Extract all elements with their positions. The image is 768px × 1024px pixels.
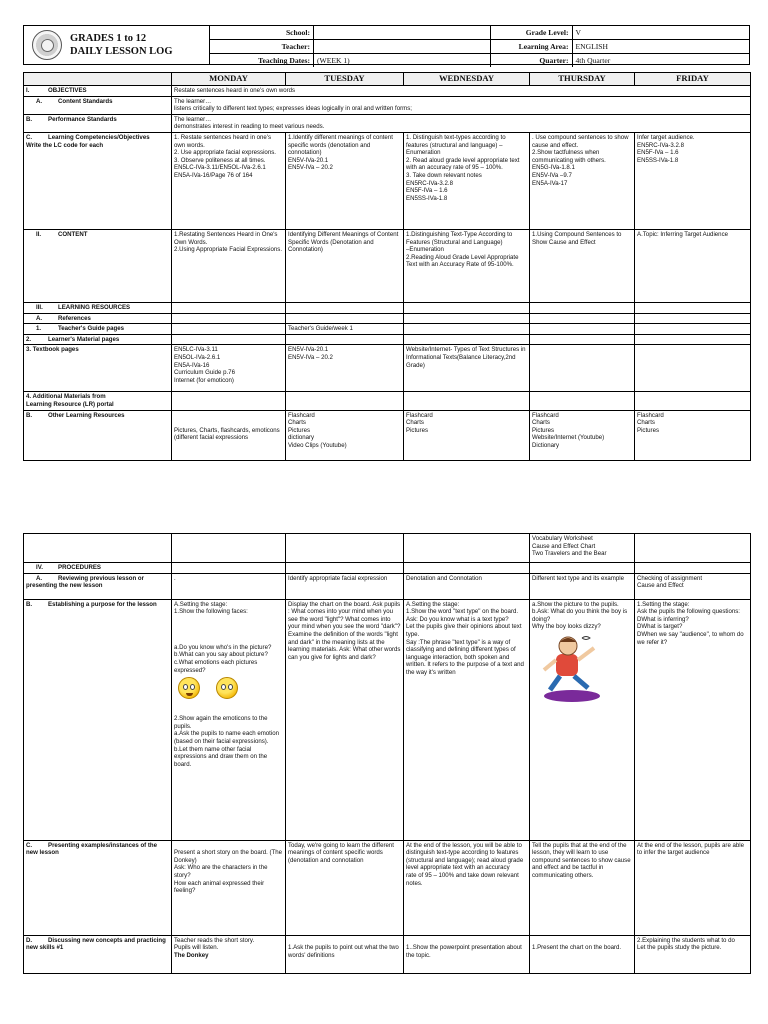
purpose-thursday-text: a.Show the picture to the pupils. b.Ask: What do you think the boy is doing? Why the boy looks dizzy? (532, 600, 628, 631)
row-label-additional-materials: 4. Additional Materials from Learning Resource (LR) portal (24, 392, 172, 410)
row-label-procedures: IV. PROCEDURES (24, 563, 172, 574)
competencies-monday: 1. Restate sentences heard in one's own words. 2. Use appropriate facial expressions. 3. Observe politeness at all times. EN5LC-IVa-3.11/EN5OL-IVa-2.6.1 EN5A-IVa-16/Page 76 of 164 (172, 132, 286, 229)
lesson-table-top (23, 72, 751, 461)
discussing-tuesday: 1.Ask the pupils to point out what the two words' definitions (286, 935, 404, 973)
content-tuesday: Identifying Different Meanings of Content Specific Words (Denotation and Connotation) (286, 229, 404, 302)
deped-seal-icon (32, 30, 62, 60)
content-monday: 1.Restating Sentences Heard in One's Own Words. 2.Using Appropriate Facial Expressions. (172, 229, 286, 302)
row-label-other-resources: B. Other Learning Resources (24, 410, 172, 460)
discussing-friday: 2.Explaining the students what to do Let the pupils study the picture. (635, 935, 751, 973)
presenting-thursday: Tell the pupils that at the end of the lesson, they will learn to use compound sentences to show cause and effect and be tactful in communicating others. (530, 840, 635, 935)
grade-level-label: Grade Level: (491, 26, 573, 40)
teaching-dates-label: Teaching Dates: (210, 54, 314, 67)
cont-thursday: Vocabulary Worksheet Cause and Effect Chart Two Travelers and the Bear (530, 534, 635, 563)
competencies-friday: Infer target audience. EN5RC-IVa-3.2.8 EN5F-IVa – 1.6 EN5SS-IVa-1.8 (635, 132, 751, 229)
textbook-monday: EN5LC-IVa-3.11 EN5OL-IVa-2.6.1 EN5A-IVa-16 Curriculum Guide p.76 Internet (for emoticon) (172, 345, 286, 392)
row-label-purpose: B. Establishing a purpose for the lesson (24, 599, 172, 840)
objectives-text: Restate sentences heard in one's own words (172, 86, 751, 97)
story-title: The Donkey (174, 951, 209, 959)
school-label: School: (210, 26, 314, 40)
day-monday: MONDAY (172, 73, 286, 86)
purpose-monday-steps: 2.Show again the emoticons to the pupils. a.Ask the pupils to name each emotion (based on their facial expressions). b.Let them name other facial expressions and draw them on the board. (174, 715, 280, 768)
brand-subtitle: DAILY LESSON LOG (70, 46, 173, 57)
lesson-table-procedures (23, 533, 751, 974)
performance-standards-text: The learner… demonstrates interest in reading to meet various needs. (172, 114, 751, 132)
review-tuesday: Identify appropriate facial expression (286, 573, 404, 599)
purpose-thursday (530, 599, 635, 840)
teacher-label: Teacher: (210, 40, 314, 54)
review-friday: Checking of assignment Cause and Effect (635, 573, 751, 599)
row-label-presenting: C. Presenting examples/instances of the new lesson (24, 840, 172, 935)
cont-tuesday (286, 534, 404, 563)
teacher-value[interactable] (314, 40, 491, 54)
review-thursday: Different text type and its example (530, 573, 635, 599)
quarter-value[interactable]: 4th Quarter (575, 56, 611, 65)
brand-area (24, 26, 210, 64)
dll-header (23, 25, 750, 65)
row-label-references: A. References (24, 313, 172, 324)
purpose-friday: 1.Setting the stage: Ask the pupils the following questions: DWhat is inferring? DWhat is target? DWhen we say "audience", to whom do we refer it? (635, 599, 751, 840)
teaching-dates-value[interactable]: (WEEK 1) (314, 54, 491, 67)
brand-title: GRADES 1 to 12 (70, 33, 147, 44)
purpose-tuesday: Display the chart on the board. Ask pupils : What comes into your mind when you see the word "light"? What comes into your mind when you see the word "dark"? Examine the definition of the words "light and dark" in the meaning lists at the learning materials. Ask: What other words can you give for lights and dark? (286, 599, 404, 840)
emoticons (178, 677, 283, 699)
competencies-tuesday: 1.Identify different meanings of content specific words (denotation and connotation) EN5V-IVa-20.1 EN5V-IVa – 20.2 (286, 132, 404, 229)
header-fields (210, 26, 749, 64)
row-label-discussing: D. Discussing new concepts and practicing new skills #1 (24, 935, 172, 973)
other-resources-thursday: Flashcard Charts Pictures Website/Internet (Youtube) Dictionary (530, 410, 635, 460)
review-wednesday: Denotation and Connotation (404, 573, 530, 599)
discussing-thursday: 1.Present the chart on the board. (530, 935, 635, 973)
content-thursday: 1.Using Compound Sentences to Show Cause and Effect (530, 229, 635, 302)
review-monday: . (172, 573, 286, 599)
cont-wednesday (404, 534, 530, 563)
quarter-label: Quarter: (491, 54, 573, 67)
discussing-wednesday: 1..Show the powerpoint presentation about the topic. (404, 935, 530, 973)
angry-face-icon (178, 677, 200, 699)
textbook-thursday (530, 345, 635, 392)
row-label-competencies: C. Learning Competencies/Objectives Write the LC code for each (24, 132, 172, 229)
learning-area-label: Learning Area: (491, 40, 573, 54)
textbook-friday (635, 345, 751, 392)
presenting-tuesday: Today, we're going to learn the different meanings of content specific words (denotation and connotation (286, 840, 404, 935)
row-label-textbook: 3. Textbook pages (24, 345, 172, 392)
purpose-monday-setting: A.Setting the stage: 1.Show the following faces: (174, 600, 248, 616)
tg-tuesday: Teacher's Guide/week 1 (286, 324, 404, 335)
purpose-monday-questions: a.Do you know who's in the picture? b.What can you say about picture? c.What emotions each pictures expressed? (174, 643, 272, 674)
other-resources-tuesday: Flashcard Charts Pictures dictionary Video Clips (Youtube) (286, 410, 404, 460)
purpose-monday (172, 599, 286, 840)
presenting-monday: Present a short story on the board. (The Donkey) Ask: Who are the characters in the story? How each animal expressed their feeling? (172, 840, 286, 935)
row-label-learners-material: 2. Learner's Material pages (24, 334, 172, 345)
other-resources-monday: Pictures, Charts, flashcards, emoticons (different facial expressions (172, 410, 286, 460)
row-label-content: II. CONTENT (24, 229, 172, 302)
other-resources-friday: Flashcard Charts Pictures (635, 410, 751, 460)
row-label-performance-standards: B. Performance Standards (24, 114, 172, 132)
textbook-tuesday: EN5V-IVa-20.1 EN5V-IVa – 20.2 (286, 345, 404, 392)
tg-friday (635, 324, 751, 335)
content-friday: A.Topic: Inferring Target Audience (635, 229, 751, 302)
content-standards-text: The learner… listens critically to different text types; expresses ideas logically in oral and written forms; (172, 96, 751, 114)
tg-monday (172, 324, 286, 335)
cont-monday (172, 534, 286, 563)
textbook-wednesday: Website/Internet- Types of Text Structures in Informational Texts(Balance Literacy,2nd Grade) (404, 345, 530, 392)
purpose-wednesday: A.Setting the stage: 1.Show the word "text type" on the board. Ask: Do you know what is a text type? Let the pupils give their opinions about text type. Say :The phrase "text type" is a way of classifying and defining different types of language interaction, both spoken and written. It refers to the purpose of a text and the way it's written (404, 599, 530, 840)
school-value[interactable] (314, 26, 491, 40)
row-label-learning-resources: III. LEARNING RESOURCES (24, 302, 172, 313)
content-wednesday: 1.Distinguishing Text-Type According to Features (Structural and Language) –Enumeration 2.Reading Aloud Grade Level Appropriate Text with an Accuracy Rate of 95-100%. (404, 229, 530, 302)
day-friday: FRIDAY (635, 73, 751, 86)
tg-wednesday (404, 324, 530, 335)
row-label-objectives: I. OBJECTIVES (24, 86, 172, 97)
row-label-review: A. Reviewing previous lesson or presenting the new lesson (24, 573, 172, 599)
grade-level-value[interactable]: V (573, 26, 750, 40)
discussing-monday-text: Teacher reads the short story. Pupils will listen. (174, 936, 255, 952)
day-wednesday: WEDNESDAY (404, 73, 530, 86)
presenting-friday: At the end of the lesson, pupils are able to infer the target audience (635, 840, 751, 935)
learning-area-value[interactable]: ENGLISH (573, 40, 750, 54)
row-label-teachers-guide: 1. Teacher's Guide pages (24, 324, 172, 335)
dizzy-boy-illustration (538, 634, 604, 704)
presenting-wednesday: At the end of the lesson, you will be able to distinguish text-type according to features (structural and language); read aloud grade level appropriate text with an accuracy rate of 95 – 100% and take down relevant notes. (404, 840, 530, 935)
tg-thursday (530, 324, 635, 335)
competencies-thursday: . Use compound sentences to show cause and effect. 2.Show tactfulness when communicating with others. EN5G-IVa-1.8.1 EN5V-IVa –9.7 EN5A-IVa-17 (530, 132, 635, 229)
competencies-wednesday: 1. Distinguish text-types according to features (structural and language) – Enumeration 2. Read aloud grade level appropriate text with an accuracy rate of 95 – 100%. 3. Take down relevant notes EN5RC-IVa-3.2.8 EN5F-IVa – 1.6 EN5SS-IVa-1.8 (404, 132, 530, 229)
day-tuesday: TUESDAY (286, 73, 404, 86)
discussing-monday (172, 935, 286, 973)
cont-friday (635, 534, 751, 563)
day-thursday: THURSDAY (530, 73, 635, 86)
row-label-content-standards: A. Content Standards (24, 96, 172, 114)
surprised-face-icon (216, 677, 238, 699)
other-resources-wednesday: Flashcard Charts Pictures (404, 410, 530, 460)
